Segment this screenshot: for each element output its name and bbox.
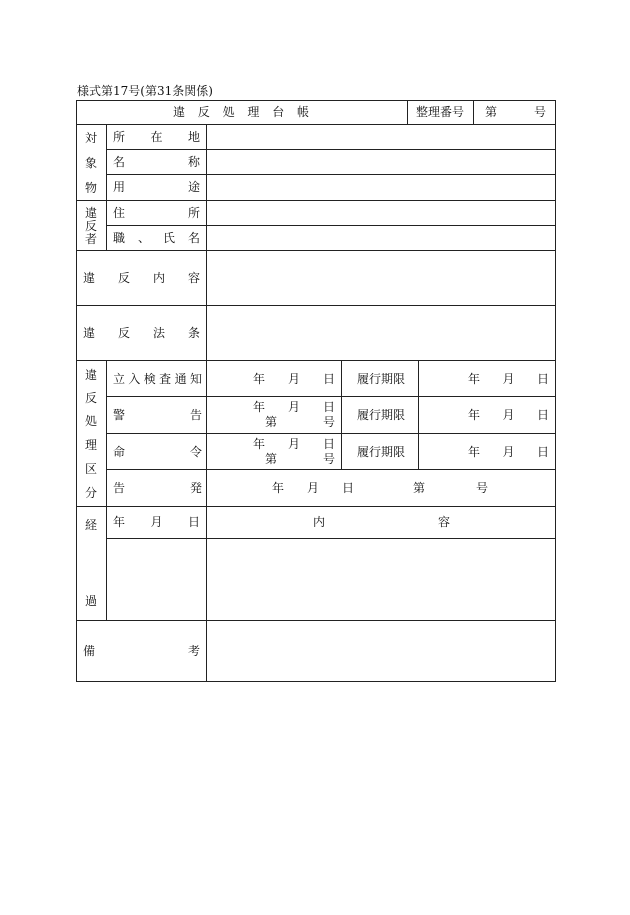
deadline-date: 年 月 日 xyxy=(468,445,549,459)
order-label: 命 令 xyxy=(113,445,202,459)
remarks-label: 備 考 xyxy=(83,644,200,658)
progress-content-field[interactable] xyxy=(207,539,555,620)
divider xyxy=(473,100,474,124)
progress-group-label: 経 xyxy=(85,518,98,532)
location-label: 所 在 地 xyxy=(113,130,200,144)
register-title xyxy=(173,105,309,119)
deadline-date: 年 月 日 xyxy=(468,372,549,386)
violation-content-field[interactable] xyxy=(207,251,555,305)
reference-go: 号 xyxy=(534,105,547,119)
title-char: 処 xyxy=(222,105,235,119)
warning-number: 第 号 xyxy=(265,415,335,429)
address-field[interactable] xyxy=(207,201,555,225)
processing-group-label: 違 xyxy=(85,368,98,382)
border-top xyxy=(76,100,556,101)
reference-dai: 第 xyxy=(485,105,498,119)
title-char: 帳 xyxy=(296,105,309,119)
divider xyxy=(106,469,556,470)
divider xyxy=(106,433,556,434)
accusation-dai: 第 xyxy=(413,481,426,495)
title-char: 台 xyxy=(272,105,285,119)
title-char: 反 xyxy=(197,105,210,119)
violator-group-label: 者 xyxy=(85,232,98,246)
violator-group-label: 反 xyxy=(85,219,98,233)
order-number: 第 号 xyxy=(265,452,335,466)
deadline-date: 年 月 日 xyxy=(468,408,549,422)
target-group-label: 対 xyxy=(85,131,98,145)
target-group-label: 物 xyxy=(85,181,98,195)
processing-group-label: 処 xyxy=(85,414,98,428)
order-date: 年 月 日 xyxy=(253,437,335,451)
border-right xyxy=(555,100,556,682)
processing-group-label: 理 xyxy=(85,438,98,452)
usage-field[interactable] xyxy=(207,175,555,200)
divider xyxy=(418,360,419,470)
progress-date-header: 年 月 日 xyxy=(113,515,200,529)
divider xyxy=(106,124,107,250)
inspection-notice-label: 立 入 検 査 通 知 xyxy=(113,372,202,386)
progress-content-header: 内 容 xyxy=(313,515,450,529)
violation-content-label: 違 反 内 容 xyxy=(83,271,200,285)
deadline-label: 履行期限 xyxy=(357,372,406,386)
progress-date-field[interactable] xyxy=(107,539,206,620)
remarks-field[interactable] xyxy=(207,621,555,681)
divider xyxy=(407,100,408,124)
progress-group-label: 過 xyxy=(85,594,98,608)
reference-number-label: 整理番号 xyxy=(416,105,465,119)
border-left xyxy=(76,100,77,682)
processing-group-label: 分 xyxy=(85,486,98,500)
inspection-notice-date: 年 月 日 xyxy=(253,372,335,386)
deadline-label: 履行期限 xyxy=(357,408,406,422)
occupation-name-label: 職 、 氏 名 xyxy=(113,231,200,245)
target-group-label: 象 xyxy=(85,156,98,170)
violation-register-form xyxy=(76,100,556,682)
divider xyxy=(76,360,556,361)
accusation-label: 告 発 xyxy=(113,481,202,495)
processing-group-label: 区 xyxy=(85,462,98,476)
name-label: 名 称 xyxy=(113,155,200,169)
warning-date: 年 月 日 xyxy=(253,400,335,414)
divider xyxy=(341,360,342,470)
form-title: 様式第17号(第31条関係) xyxy=(77,84,213,98)
violated-law-field[interactable] xyxy=(207,306,555,360)
name-field[interactable] xyxy=(207,150,555,174)
divider xyxy=(106,396,556,397)
location-field[interactable] xyxy=(207,125,555,149)
title-char: 理 xyxy=(247,105,260,119)
accusation-go: 号 xyxy=(476,481,489,495)
divider xyxy=(76,506,556,507)
border-bottom xyxy=(76,681,556,682)
occupation-name-field[interactable] xyxy=(207,226,555,250)
accusation-date: 年 月 日 xyxy=(272,481,354,495)
title-char: 違 xyxy=(173,105,186,119)
warning-label: 警 告 xyxy=(113,408,202,422)
deadline-label: 履行期限 xyxy=(357,445,406,459)
usage-label: 用 途 xyxy=(113,180,200,194)
violated-law-label: 違 反 法 条 xyxy=(83,326,200,340)
address-label: 住 所 xyxy=(113,206,200,220)
processing-group-label: 反 xyxy=(85,391,98,405)
violator-group-label: 違 xyxy=(85,206,98,220)
